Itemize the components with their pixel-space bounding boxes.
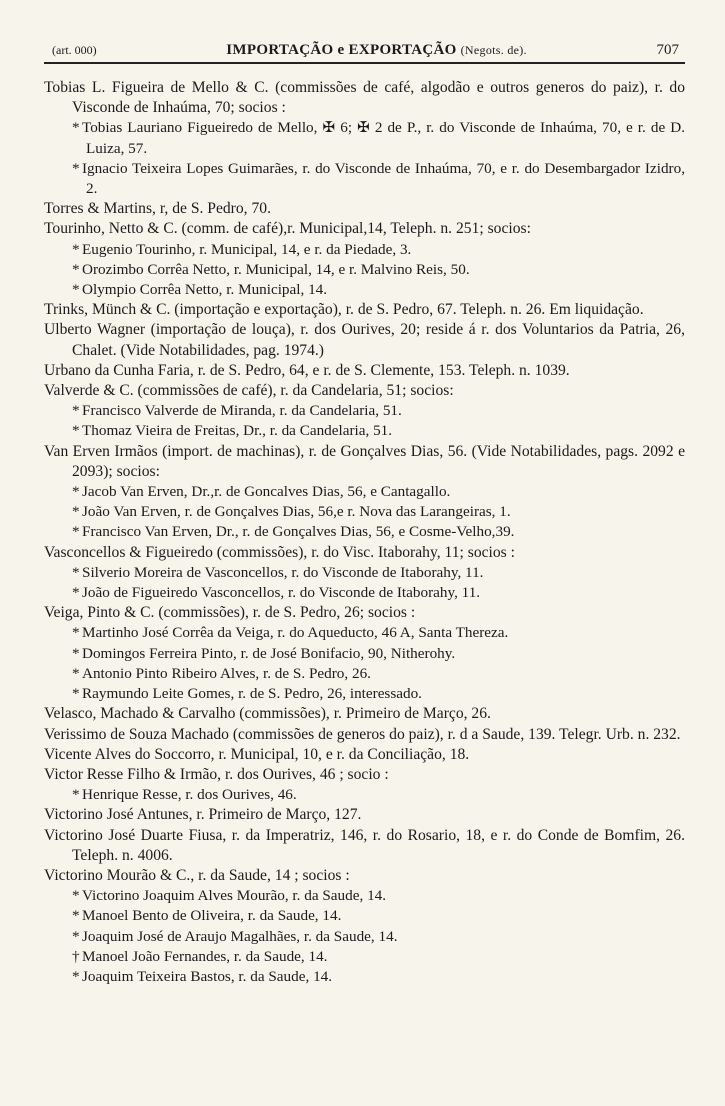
partner-line xyxy=(44,421,685,441)
partner-line xyxy=(44,118,685,158)
partner-text: Jacob Van Erven, Dr.,r. de Goncalves Dias, 56, e Cantagallo. xyxy=(82,483,451,501)
partner-marker: * xyxy=(72,281,80,299)
partner-line xyxy=(44,644,685,664)
partner-line xyxy=(44,785,685,805)
partner-marker: * xyxy=(72,402,80,420)
partner-text: Eugenio Tourinho, r. Municipal, 14, e r. da Piedade, 3. xyxy=(82,240,412,258)
partner-text: João de Figueiredo Vasconcellos, r. do Visconde de Itaborahy, 11. xyxy=(82,584,481,602)
partner-text: Francisco Van Erven, Dr., r. de Gonçalves Dias, 56, e Cosme-Velho,39. xyxy=(82,523,515,541)
partner-text: Victorino Joaquim Alves Mourão, r. da Saude, 14. xyxy=(82,887,387,905)
partner-line xyxy=(44,886,685,906)
partner-line xyxy=(44,947,685,967)
firm-entry: Victorino José Duarte Fiusa, r. da Imperatriz, 146, r. do Rosario, 18, e r. do Conde de Bomfim, 26. Teleph. n. 4006. xyxy=(44,826,685,864)
partner-text: Joaquim José de Araujo Magalhães, r. da Saude, 14. xyxy=(82,927,398,945)
partner-text: Manoel Bento de Oliveira, r. da Saude, 14. xyxy=(82,907,342,925)
partner-text: Henrique Resse, r. dos Ourives, 46. xyxy=(82,786,297,804)
partner-line xyxy=(44,664,685,684)
partner-marker: * xyxy=(72,624,80,642)
firm-entry: Ulberto Wagner (importação de louça), r. dos Ourives, 20; reside á r. dos Voluntarios da Patria, 26, Chalet. (Vide Notabilidades, pag. 1974.) xyxy=(44,321,685,359)
partner-line xyxy=(44,623,685,643)
firm-entry: Urbano da Cunha Faria, r. de S. Pedro, 64, e r. de S. Clemente, 153. Teleph. n. 1039. xyxy=(44,361,570,379)
firm-entry: Vicente Alves do Soccorro, r. Municipal, 10, e r. da Conciliação, 18. xyxy=(44,745,470,763)
section-title-sub: (Negots. de). xyxy=(460,43,527,57)
partner-text: Olympio Corrêa Netto, r. Municipal, 14. xyxy=(82,281,328,299)
partner-marker: * xyxy=(72,422,80,440)
partner-text: Thomaz Vieira de Freitas, Dr., r. da Candelaria, 51. xyxy=(82,422,393,440)
page-header xyxy=(44,42,685,58)
firm-entry: Van Erven Irmãos (import. de machinas), r. de Gonçalves Dias, 56. (Vide Notabilidades, pags. 2092 e 2093); socios: xyxy=(44,442,685,480)
partner-line xyxy=(44,159,685,199)
section-title xyxy=(226,42,527,58)
partner-text: Silverio Moreira de Vasconcellos, r. do Visconde de Itaborahy, 11. xyxy=(82,563,484,581)
partner-line xyxy=(44,906,685,926)
partner-marker: * xyxy=(72,523,80,541)
firm-entry: Vasconcellos & Figueiredo (commissões), r. do Visc. Itaborahy, 11; socios : xyxy=(44,543,515,561)
firm-entry: Valverde & C. (commissões de café), r. da Candelaria, 51; socios: xyxy=(44,382,454,400)
firm-entry: Torres & Martins, r, de S. Pedro, 70. xyxy=(44,200,271,218)
partner-marker: * xyxy=(72,260,80,278)
partner-text: João Van Erven, r. de Gonçalves Dias, 56,e r. Nova das Larangeiras, 1. xyxy=(82,503,511,521)
firm-entry: Tourinho, Netto & C. (comm. de café),r. Municipal,14, Teleph. n. 251; socios: xyxy=(44,220,531,238)
partner-line xyxy=(44,563,685,583)
firm-entry: Trinks, Münch & C. (importação e exportação), r. de S. Pedro, 67. Teleph. n. 26. Em liquidação. xyxy=(44,301,644,319)
article-ref: (art. 000) xyxy=(52,43,97,57)
partner-line xyxy=(44,967,685,987)
partner-line xyxy=(44,522,685,542)
firm-entry: Velasco, Machado & Carvalho (commissões), r. Primeiro de Março, 26. xyxy=(44,705,491,723)
partner-marker: * xyxy=(72,927,80,945)
partner-line xyxy=(44,583,685,603)
partner-text: Antonio Pinto Ribeiro Alves, r. de S. Pedro, 26. xyxy=(82,664,371,682)
partner-marker: * xyxy=(72,119,80,137)
partner-line xyxy=(44,927,685,947)
partner-text: Martinho José Corrêa da Veiga, r. do Aqueducto, 46 A, Santa Thereza. xyxy=(82,624,509,642)
partner-text: Francisco Valverde de Miranda, r. da Candelaria, 51. xyxy=(82,402,402,420)
partner-line xyxy=(44,260,685,280)
page-number: 707 xyxy=(656,42,679,58)
partner-text: Orozimbo Corrêa Netto, r. Municipal, 14, e r. Malvino Reis, 50. xyxy=(82,260,470,278)
partner-line xyxy=(44,401,685,421)
firm-entry: Tobias L. Figueira de Mello & C. (commissões de café, algodão e outros generos do paiz), r. do Visconde de Inhaúma, 70; socios : xyxy=(44,79,685,117)
partner-line xyxy=(44,240,685,260)
partner-marker: * xyxy=(72,159,80,177)
partner-text: Manoel João Fernandes, r. da Saude, 14. xyxy=(82,947,328,965)
partner-line xyxy=(44,684,685,704)
firm-entry: Victor Resse Filho & Irmão, r. dos Ourives, 46 ; socio : xyxy=(44,765,389,783)
partner-marker: * xyxy=(72,685,80,703)
partner-marker: * xyxy=(72,240,80,258)
partner-text: Domingos Ferreira Pinto, r. de José Bonifacio, 90, Nitherohy. xyxy=(82,644,456,662)
partner-marker: * xyxy=(72,887,80,905)
firm-entry: Victorino José Antunes, r. Primeiro de Março, 127. xyxy=(44,806,362,824)
partner-marker: † xyxy=(72,947,80,965)
partner-line xyxy=(44,502,685,522)
partner-line xyxy=(44,280,685,300)
partner-marker: * xyxy=(72,563,80,581)
partner-marker: * xyxy=(72,483,80,501)
entries-list xyxy=(44,78,685,987)
partner-marker: * xyxy=(72,664,80,682)
partner-marker: * xyxy=(72,907,80,925)
partner-marker: * xyxy=(72,786,80,804)
partner-text: Joaquim Teixeira Bastos, r. da Saude, 14. xyxy=(82,967,333,985)
partner-text: Tobias Lauriano Figueiredo de Mello, ✠ 6; ✠ 2 de P., r. do Visconde de Inhaúma, 70, e r. de D. Luiza, 57. xyxy=(82,119,685,157)
partner-text: Ignacio Teixeira Lopes Guimarães, r. do Visconde de Inhaúma, 70, e r. do Desembargador Izidro, 2. xyxy=(82,159,685,198)
partner-marker: * xyxy=(72,967,80,985)
partner-marker: * xyxy=(72,644,80,662)
firm-entry: Victorino Mourão & C., r. da Saude, 14 ; socios : xyxy=(44,866,350,884)
header-rule xyxy=(44,62,685,64)
firm-entry: Verissimo de Souza Machado (commissões de generos do paiz), r. d a Saude, 139. Telegr. Urb. n. 232. xyxy=(44,725,681,743)
partner-text: Raymundo Leite Gomes, r. de S. Pedro, 26, interessado. xyxy=(82,685,422,703)
partner-marker: * xyxy=(72,584,80,602)
firm-entry: Veiga, Pinto & C. (commissões), r. de S. Pedro, 26; socios : xyxy=(44,604,416,622)
partner-line xyxy=(44,482,685,502)
partner-marker: * xyxy=(72,503,80,521)
section-title-main: IMPORTAÇÃO e EXPORTAÇÃO xyxy=(226,42,457,58)
